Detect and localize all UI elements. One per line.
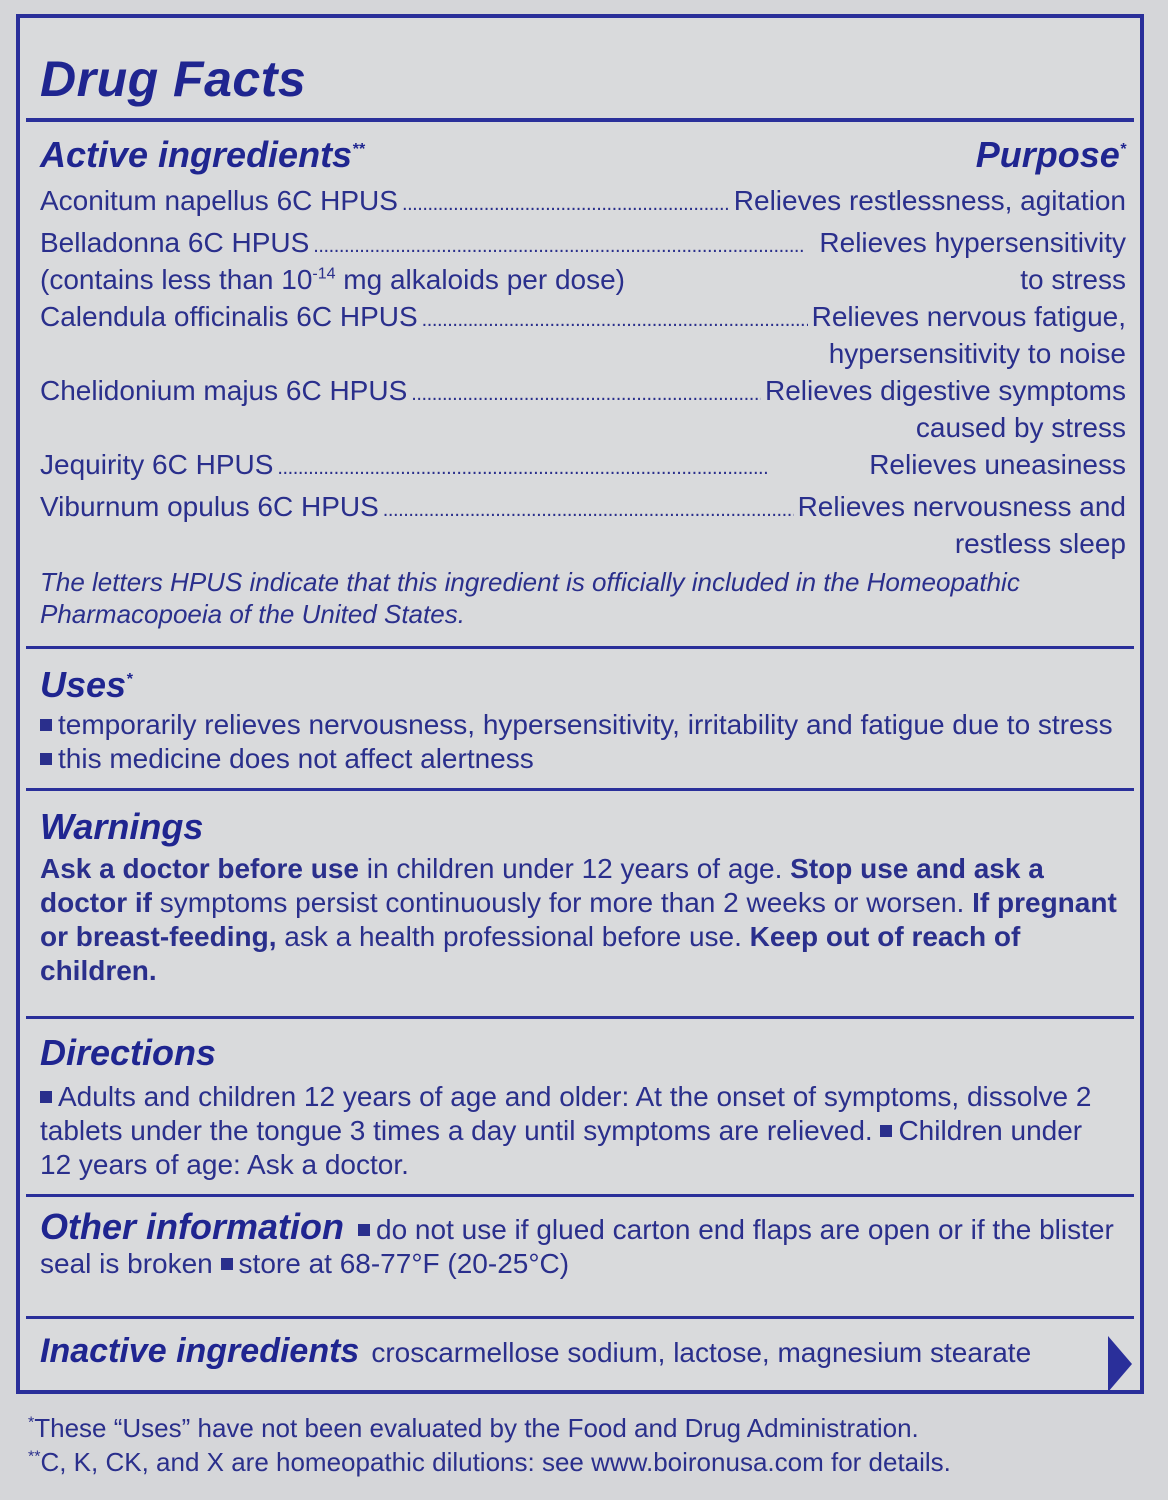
ingredient-purpose: Relieves uneasiness — [869, 449, 1126, 480]
ingredient-row — [40, 300, 1126, 370]
divider — [26, 1316, 1134, 1319]
hpus-note: The letters HPUS indicate that this ingredient is officially included in the Homeopathic Pharmacopoeia of the United States. — [40, 567, 1020, 629]
bullet-icon — [40, 1091, 52, 1103]
ingredient-row — [40, 374, 1126, 444]
leader-dots — [277, 448, 865, 485]
ingredient-row — [40, 184, 1126, 221]
uses-text: temporarily relieves nervousness, hypersensitivity, irritability and fatigue due to stress this medicine does not affect alertness — [40, 708, 1120, 776]
ingredient-name: Aconitum napellus 6C HPUS — [40, 185, 398, 216]
ingredient-name: Belladonna 6C HPUS — [40, 227, 310, 258]
bullet-icon — [221, 1258, 233, 1270]
bullet-icon — [880, 1125, 892, 1137]
footnote-1: *These “Uses” have not been evaluated by the Food and Drug Administration. — [28, 1413, 919, 1443]
ingredient-purpose: Relieves nervous fatigue, — [811, 301, 1126, 332]
inactive-ingredients: croscarmellose sodium, lactose, magnesium stearate — [371, 1337, 1032, 1368]
divider — [26, 1016, 1134, 1019]
active-ingredients-header-row — [40, 134, 1126, 176]
bullet-icon — [40, 719, 52, 731]
bullet-icon — [358, 1224, 370, 1236]
other-info-header: Other information — [40, 1206, 344, 1247]
uses-header: Uses* — [40, 664, 133, 705]
ingredient-purpose: Relieves restlessness, agitation — [733, 185, 1126, 216]
drug-facts-panel — [16, 14, 1144, 1394]
ingredient-purpose: Relieves nervousness and — [797, 491, 1126, 522]
leader-dots — [422, 300, 808, 337]
inactive-text — [40, 1332, 1031, 1371]
bullet-icon — [40, 753, 52, 765]
other-info-text: Other information do not use if glued carton end flaps are open or if the blister seal is broken store at 68-77°F (20-25°C) — [40, 1206, 1114, 1279]
leader-dots — [383, 490, 794, 527]
ingredient-name: Chelidonium majus 6C HPUS — [40, 375, 408, 406]
ingredient-purpose-cont: to stress — [1020, 264, 1126, 295]
ingredient-name: Viburnum opulus 6C HPUS — [40, 491, 379, 522]
leader-dots — [313, 226, 815, 263]
ingredient-purpose: Relieves digestive symptoms — [764, 375, 1126, 406]
ingredient-row — [40, 490, 1126, 560]
inactive-header: Inactive ingredients — [40, 1332, 360, 1370]
ingredient-purpose-cont: restless sleep — [954, 528, 1126, 559]
divider — [26, 1194, 1134, 1197]
ingredient-purpose: Relieves hypersensitivity — [819, 227, 1126, 258]
ingredient-row — [40, 226, 1126, 296]
footnote-2: **C, K, CK, and X are homeopathic dilutions: see www.boironusa.com for details. — [28, 1447, 951, 1477]
divider — [26, 118, 1134, 122]
directions-header: Directions — [40, 1032, 217, 1073]
warnings-text: Ask a doctor before use in children under 12 years of age. Stop use and ask a doctor if symptoms persist continuously for more than 2 weeks or worsen. If pregnant or breast-feeding, ask a health professional before use. Keep out of reach of children. — [40, 853, 1117, 986]
directions-text: Adults and children 12 years of age and older: At the onset of symptoms, dissolve 2 tablets under the tongue 3 times a day until symptoms are relieved. Children under 12 years of age: Ask a doctor. — [40, 1081, 1092, 1180]
divider — [26, 646, 1134, 649]
leader-dots — [411, 374, 761, 411]
warnings-header: Warnings — [40, 806, 204, 847]
page-title: Drug Facts — [40, 51, 307, 107]
ingredient-purpose-cont: hypersensitivity to noise — [828, 338, 1126, 369]
ingredient-purpose-cont: caused by stress — [915, 412, 1126, 443]
ingredient-note: (contains less than $10^{-14}$ mg alkaloids per dose) — [40, 264, 625, 295]
continue-arrow-icon — [1108, 1336, 1132, 1392]
divider — [26, 788, 1134, 791]
leader-dots — [402, 184, 730, 221]
ingredient-name: Calendula officinalis 6C HPUS — [40, 301, 418, 332]
ingredient-row — [40, 448, 1126, 485]
ingredient-name: Jequirity 6C HPUS — [40, 449, 274, 480]
purpose-header: Purpose* — [975, 134, 1126, 175]
active-ingredients-header: Active ingredients** — [40, 134, 365, 175]
